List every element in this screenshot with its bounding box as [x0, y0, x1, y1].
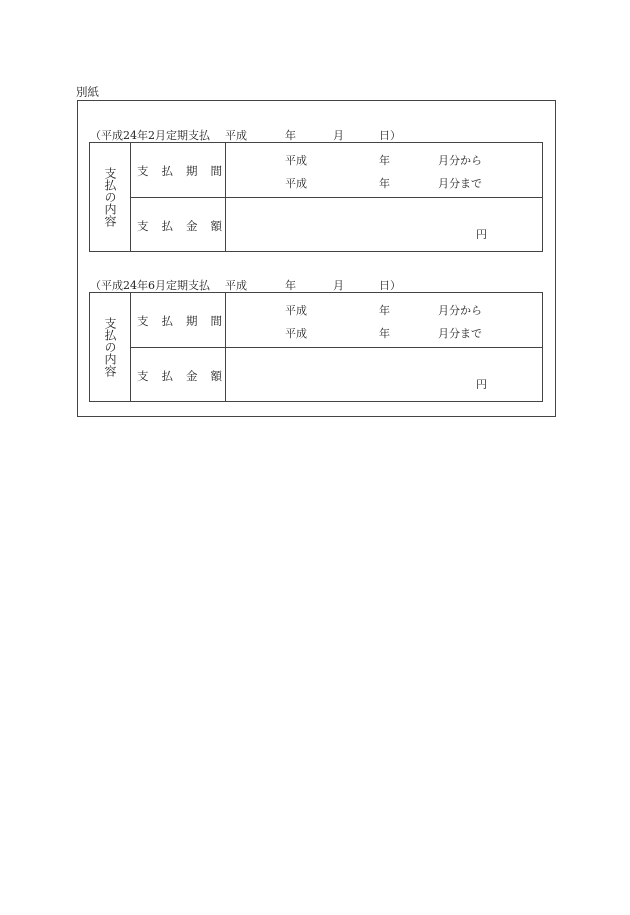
day-unit: 日）: [379, 279, 401, 292]
amount-unit: 円: [476, 378, 487, 391]
period-to-era: 平成: [285, 327, 307, 340]
period-to-year: 年: [379, 327, 390, 340]
day-unit: 日）: [379, 129, 401, 142]
period-from-year: 年: [379, 154, 390, 167]
month-unit: 月: [333, 129, 344, 142]
period-label: 支払期間: [137, 164, 235, 178]
payment-table-2: [89, 292, 543, 402]
row-header: [90, 293, 130, 401]
amount-label: 支払金額: [137, 219, 235, 233]
divider: [130, 347, 542, 348]
year-unit: 年: [285, 279, 296, 292]
period-from-era: 平成: [285, 304, 307, 317]
period-to-month: 月分まで: [438, 177, 482, 190]
period-to-month: 月分まで: [438, 327, 482, 340]
row-header-text: 支払の内容: [103, 167, 117, 227]
era-label: 平成: [225, 129, 247, 142]
row-header: [90, 143, 130, 251]
era-label: 平成: [225, 279, 247, 292]
period-from-year: 年: [379, 304, 390, 317]
payment-table-1: [89, 142, 543, 252]
attachment-label: 別紙: [76, 85, 99, 99]
amount-unit: 円: [476, 228, 487, 241]
period-to-year: 年: [379, 177, 390, 190]
period-from-month: 月分から: [438, 154, 482, 167]
period-from-month: 月分から: [438, 304, 482, 317]
period-to-era: 平成: [285, 177, 307, 190]
year-unit: 年: [285, 129, 296, 142]
divider: [130, 197, 542, 198]
period-from-era: 平成: [285, 154, 307, 167]
section-title: （平成24年6月定期支払: [90, 279, 210, 292]
amount-label: 支払金額: [137, 369, 235, 383]
period-label: 支払期間: [137, 314, 235, 328]
month-unit: 月: [333, 279, 344, 292]
row-header-text: 支払の内容: [103, 317, 117, 377]
section-title: （平成24年2月定期支払: [90, 129, 210, 142]
